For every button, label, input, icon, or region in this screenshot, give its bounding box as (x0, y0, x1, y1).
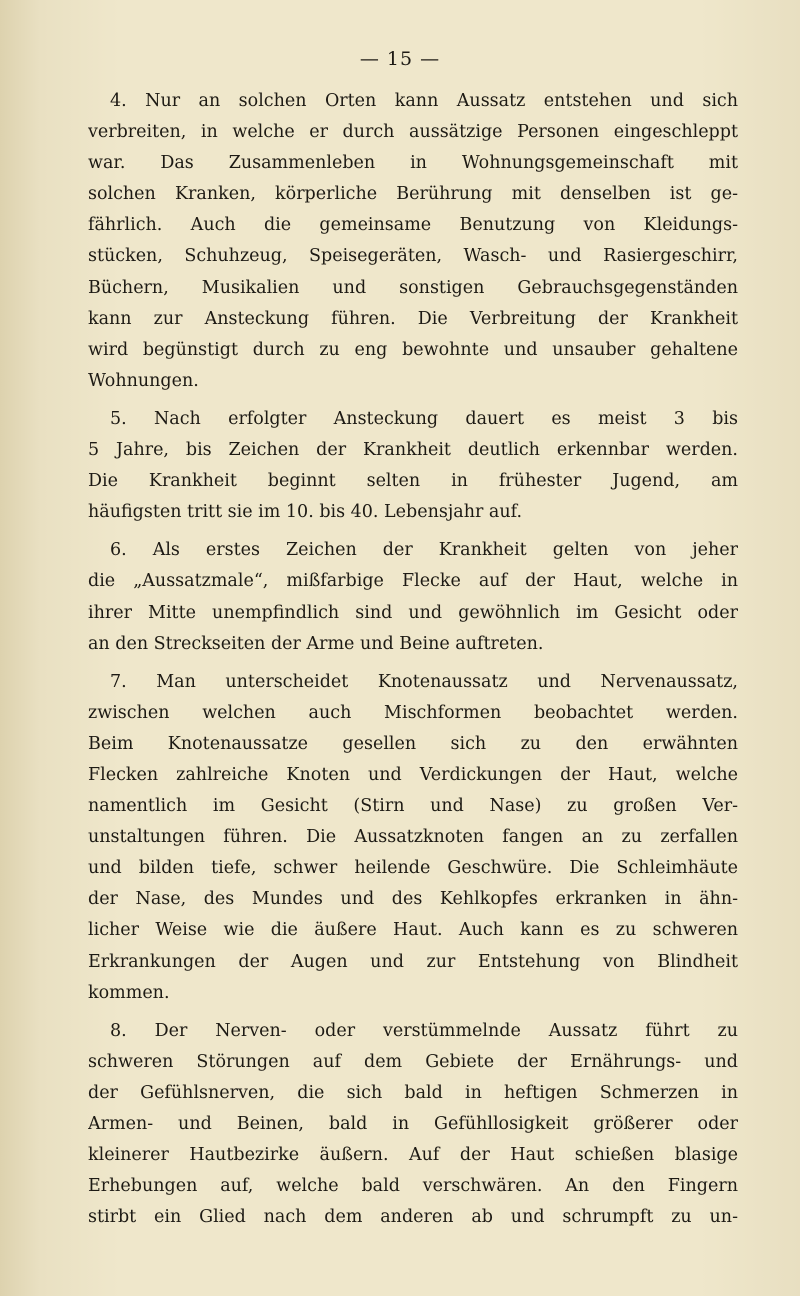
text-line: an den Streckseiten der Arme und Beine auftreten. (88, 633, 544, 654)
text-line: kleinerer Hautbezirke äußern. Auf der Haut schießen blasige (88, 1145, 738, 1166)
text-line: 8. Der Nerven- oder verstümmelnde Aussatz führt zu (110, 1020, 738, 1041)
text-line: kommen. (88, 982, 170, 1003)
text-line: namentlich im Gesicht (Stirn und Nase) zu großen Ver- (88, 796, 738, 817)
text-line: 4. Nur an solchen Orten kann Aussatz entstehen und sich (110, 91, 738, 111)
text-line: stirbt ein Glied nach dem anderen ab und schrumpft zu un- (88, 1207, 738, 1228)
text-line: 5 Jahre, bis Zeichen der Krankheit deutlich erkennbar werden. (88, 440, 738, 461)
text-line: zwischen welchen auch Mischformen beobachtet werden. (88, 702, 738, 723)
paragraph-4 (88, 86, 738, 397)
text-line: Armen- und Beinen, bald in Gefühllosigkeit größerer oder (88, 1114, 738, 1134)
text-line: schweren Störungen auf dem Gebiete der Ernährungs- und (88, 1051, 738, 1072)
text-line: wird begünstigt durch zu eng bewohnte und unsauber gehaltene (88, 339, 738, 360)
text-line: licher Weise wie die äußere Haut. Auch kann es zu schweren (88, 920, 738, 941)
text-line: kann zur Ansteckung führen. Die Verbreitung der Krankheit (88, 308, 738, 329)
paragraph-7 (88, 667, 738, 1009)
text-line: stücken, Schuhzeug, Speisegeräten, Wasch- und Rasiergeschirr, (88, 246, 738, 267)
text-line: 5. Nach erfolgter Ansteckung dauert es meist 3 bis (110, 408, 738, 429)
text-line: Erhebungen auf, welche bald verschwären. An den Fingern (88, 1176, 738, 1197)
text-line: Wohnungen. (88, 370, 199, 391)
text-line: Erkrankungen der Augen und zur Entstehung von Blindheit (88, 951, 738, 972)
body-text (88, 86, 738, 1240)
text-line: Büchern, Musikalien und sonstigen Gebrauchsgegenständen (88, 277, 738, 298)
paragraph-5 (88, 404, 738, 528)
text-line: solchen Kranken, körperliche Berührung mit denselben ist ge- (88, 184, 738, 205)
page-number: — 15 — (359, 48, 441, 70)
text-line: häufigsten tritt sie im 10. bis 40. Lebensjahr auf. (88, 502, 523, 523)
text-line: Flecken zahlreiche Knoten und Verdickungen der Haut, welche (88, 764, 738, 785)
paragraph-8 (88, 1016, 738, 1234)
text-line: verbreiten, in welche er durch aussätzige Personen eingeschleppt (88, 122, 738, 143)
text-line: fährlich. Auch die gemeinsame Benutzung von Kleidungs- (88, 215, 738, 236)
text-line: war. Das Zusammenleben in Wohnungsgemeinschaft mit (88, 153, 738, 174)
text-line: Beim Knotenaussatze gesellen sich zu den erwähnten (88, 733, 738, 754)
text-line: 6. Als erstes Zeichen der Krankheit gelten von jeher (110, 540, 738, 561)
text-line: und bilden tiefe, schwer heilende Geschwüre. Die Schleimhäute (88, 858, 738, 879)
text-line: der Nase, des Mundes und des Kehlkopfes erkranken in ähn- (88, 889, 738, 910)
text-line: unstaltungen führen. Die Aussatzknoten fangen an zu zerfallen (88, 827, 738, 848)
text-line: Die Krankheit beginnt selten in frühester Jugend, am (88, 471, 738, 492)
paragraph-6 (88, 535, 738, 659)
text-line: 7. Man unterscheidet Knotenaussatz und Nervenaussatz, (110, 671, 738, 692)
text-line: ihrer Mitte unempfindlich sind und gewöhnlich im Gesicht oder (88, 602, 738, 623)
text-line: die „Aussatzmale“, mißfarbige Flecke auf der Haut, welche in (88, 571, 738, 592)
text-line: der Gefühlsnerven, die sich bald in heftigen Schmerzen in (88, 1082, 738, 1103)
